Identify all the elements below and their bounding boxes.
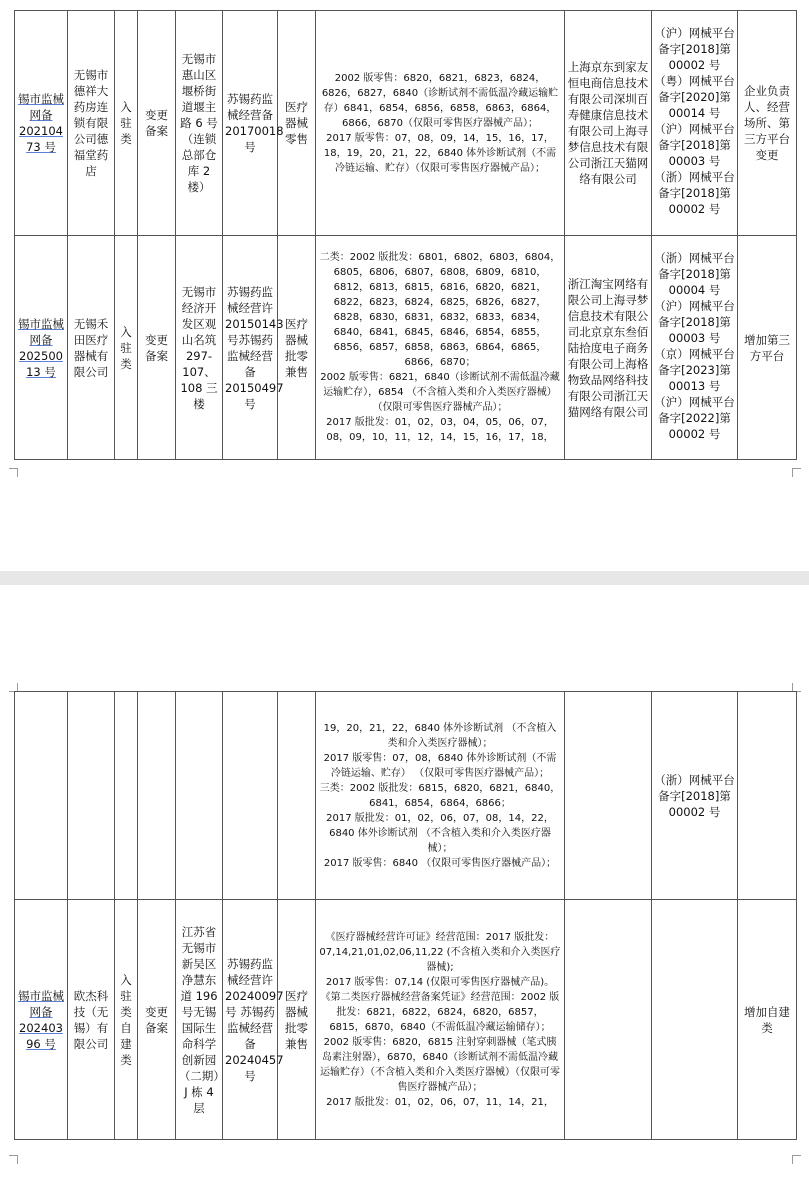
record-table-page-2 [14,691,797,1140]
license-number: 苏锡药监械经营许 20150143 号苏锡药监械经营备 20150497 号 [223,236,278,460]
license-number: 苏锡药监械经营备 20170018 号 [223,11,278,236]
scope-line: 2017 版零售：07,14 (仅限可零售医疗器械产品)。 [325,976,555,988]
record-id: 锡市监械网备202104 73 号 [15,11,68,236]
page-separator [0,571,809,585]
scope-line: 《医疗器械经营许可证》经营范围：2017 版批发：07,14,21,01,02,06,11,22 (不含植入类和介入类医疗器械); [319,931,561,973]
platform-record-line: （浙）网械平台备字[2018]第 00002 号 [654,170,735,216]
document-page-2 [0,585,809,1194]
scope-line: 2017 版零售：07，08，09，14，15，16，17，18，19，20，21，22，6840 体外诊断试剂（不需冷链运输、贮存）（仅限可零售医疗器械产品）； [323,132,557,174]
crop-mark [9,468,18,477]
business-scope [316,11,565,236]
platform-company: 上海京东到家友恒电商信息技术有限公司深圳百寿健康信息技术有限公司上海寻梦信息技术有限公司浙江天猫网络有限公司 [565,11,652,236]
scope-line: 二类：2002 版批发：6801，6802，6803，6804，6805，6806，6807，6808，6809，6810，6812，6813，6815，6816，6820，6821，6822，6823，6824，6825，6826，6827，6828，6830，6831，6832，6833，6834，6840，6841，6845，6846，6854，6855，6856，6857，6858，6863，6864，6865，6866，6870； [319,252,561,368]
company-address: 无锡市惠山区堰桥街道堰主路 6 号（连锁总部仓库 2 楼） [176,11,223,236]
license-number: 苏锡药监械经营许 20240097 号 苏锡药监械经营备 20240457 号 [223,900,278,1140]
platform-record: （浙）网械平台备字[2018]第 00002 号 [652,692,738,900]
platform-record-line: （京）网械平台备字[2023]第 00013 号 [654,347,735,393]
record-action: 变更备案 [138,236,176,460]
platform-record-line: （沪）网械平台备字[2022]第 00002 号 [654,395,735,441]
platform-record [652,900,738,1140]
business-scope [316,236,565,460]
record-type: 入驻类 [115,236,138,460]
table-row [15,900,797,1140]
company-address: 无锡市经济开发区观山名筑 297-107、108 三楼 [176,236,223,460]
crop-mark [9,1155,18,1164]
record-id: 锡市监械网备202500 13 号 [15,236,68,460]
scope-line: 2002 版零售：6820，6815 注射穿刺器械（笔式胰岛素注射器），6870，6840（诊断试剂不需低温冷藏运输贮存）（不含植入类和介入类医疗器械）（仅限可零售医疗器械产品）； [320,1036,560,1093]
scope-line: 2017 版零售：6840 （仅限可零售医疗器械产品）； [323,857,557,869]
platform-company [565,900,652,1140]
change-remark: 增加自建类 [738,900,797,1140]
record-table-page-1 [14,10,797,460]
business-category: 医疗器械批零兼售 [278,900,316,1140]
business-scope [316,692,565,900]
company-address: 江苏省无锡市新吴区净慧东道 196 号无锡国际生命科学创新园（二期）J 栋 4 层 [176,900,223,1140]
platform-record-line: （沪）网械平台备字[2018]第 00003 号 [654,122,735,168]
scope-line: 三类：2002 版批发：6815，6820，6821，6840，6841，6854，6864，6866； [319,782,561,809]
business-category: 医疗器械批零兼售 [278,236,316,460]
record-type: 入驻类 [115,11,138,236]
scope-line: 2017 版批发：01，02，03，04，05，06，07，08，09，10，11，12，14，15，16，17，18， [326,417,554,443]
table-row [15,236,797,460]
table-row [15,692,797,900]
platform-record-line: （沪）网械平台备字[2018]第 00002 号 [654,26,735,72]
company-name: 无锡市德祥大药房连锁有限公司德福堂药店 [68,11,115,236]
crop-mark [792,468,801,477]
record-type: 入驻类自建类 [115,900,138,1140]
scope-line: 2002 版零售：6820，6821，6823，6824，6826，6827，6840（诊断试剂不需低温冷藏运输贮存）6841，6854，6856，6858，6863，6864，6866，6870（仅限可零售医疗器械产品）； [321,72,559,129]
platform-company: 浙江淘宝网络有限公司上海寻梦信息技术有限公司北京京东叁佰陆拾度电子商务有限公司上海格物致品网络科技有限公司浙江天猫网络有限公司 [565,236,652,460]
business-scope [316,900,565,1140]
platform-record-line: （粤）网械平台备字[2020]第 00014 号 [654,74,735,120]
company-name: 欧杰科技（无锡）有限公司 [68,900,115,1140]
scope-line: 《第二类医疗器械经营备案凭证》经营范围：2002 版批发：6821，6822，6824，6820，6857，6815，6870，6840（不需低温冷藏运输储存）； [320,991,560,1033]
scope-line: 2017 版批发：01，02，06，07，08，14，22，6840 体外诊断试剂 （不含植入类和介入类医疗器械）； [326,812,554,854]
crop-mark [792,1155,801,1164]
change-remark: 企业负责人、经营场所、第三方平台变更 [738,11,797,236]
record-id: 锡市监械网备202403 96 号 [15,900,68,1140]
company-name: 无锡禾田医疗器械有限公司 [68,236,115,460]
change-remark: 增加第三方平台 [738,236,797,460]
scope-line: 2017 版批发：01，02，06，07，11，14，21， [326,1096,554,1108]
platform-record [652,236,738,460]
scope-line: 2002 版零售：6821，6840（诊断试剂不需低温冷藏运输贮存），6854 （不含植入类和介入类医疗器械）（仅限可零售医疗器械产品）； [320,372,560,413]
scope-line: 19，20，21，22，6840 体外诊断试剂 （不含植入类和介入类医疗器械）； [323,722,557,749]
business-category: 医疗器械零售 [278,11,316,236]
platform-record-line: （浙）网械平台备字[2018]第 00004 号 [654,251,735,297]
table-row [15,11,797,236]
platform-record-line: （沪）网械平台备字[2018]第 00003 号 [654,299,735,345]
record-action: 变更备案 [138,11,176,236]
scope-line: 2017 版零售：07，08，6840 体外诊断试剂（不需冷链运输、贮存） （仅限可零售医疗器械产品）； [323,752,557,779]
document-page-1 [0,0,809,571]
record-action: 变更备案 [138,900,176,1140]
platform-record [652,11,738,236]
